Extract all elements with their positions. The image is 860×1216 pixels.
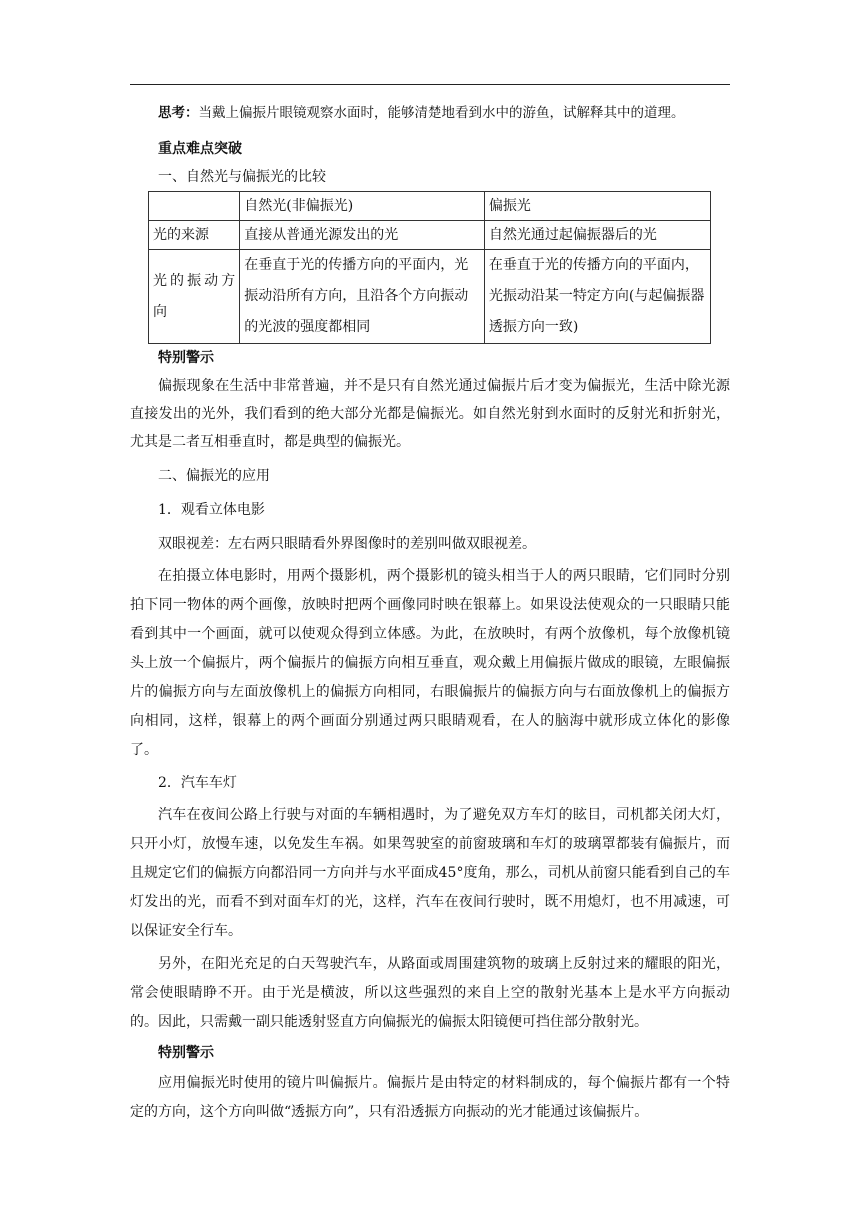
table-cell: 在垂直于光的传播方向的平面内，光振动沿所有方向，且沿各个方向振动的光波的强度都相同 bbox=[240, 250, 485, 344]
think-question bbox=[130, 99, 730, 127]
warning-title: 特别警示 bbox=[158, 1045, 214, 1061]
table-header-cell bbox=[149, 192, 240, 221]
table-header-cell: 偏振光 bbox=[484, 192, 710, 221]
sunglasses-paragraph: 另外，在阳光充足的白天驾驶汽车，从路面或周围建筑物的玻璃上反射过来的耀眼的阳光，常会使眼睛睁不开。由于光是横波，所以这些强烈的来自上空的散射光基本上是水平方向振动的。因此，只需戴一副只能透射竖直方向偏振光的偏振太阳镜便可挡住部分散射光。 bbox=[130, 956, 730, 1030]
comparison-table bbox=[148, 191, 711, 344]
table-header-row bbox=[149, 192, 711, 221]
subsection-natural-vs-polarized: 一、自然光与偏振光的比较 bbox=[158, 169, 326, 185]
think-text: 当戴上偏振片眼镜观察水面时，能够清楚地看到水中的游鱼，试解释其中的道理。 bbox=[198, 105, 685, 121]
subsection-applications: 二、偏振光的应用 bbox=[158, 468, 270, 484]
table-cell: 自然光通过起偏振器后的光 bbox=[484, 221, 710, 250]
3d-movie-paragraph: 在拍摄立体电影时，用两个摄影机，两个摄影机的镜头相当于人的两只眼睛，它们同时分别拍下同一物体的两个画像，放映时把两个画像同时映在银幕上。如果设法使观众的一只眼睛只能看到其中一个画面，就可以使观众得到立体感。为此，在放映时，有两个放像机，每个放像机镜头上放一个偏振片，两个偏振片的偏振方向相互垂直，观众戴上用偏振片做成的眼镜，左眼偏振片的偏振方向与左面放像机上的偏振方向相同，右眼偏振片的偏振方向与右面放像机上的偏振方向相同，这样，银幕上的两个画面分别通过两只眼睛观看，在人的脑海中就形成立体化的影像了。 bbox=[130, 568, 730, 758]
warning-text: 应用偏振光时使用的镜片叫偏振片。偏振片是由特定的材料制成的，每个偏振片都有一个特定的方向，这个方向叫做“透振方向”，只有沿透振方向振动的光才能通过该偏振片。 bbox=[130, 1075, 730, 1120]
header-rule bbox=[130, 84, 730, 85]
table-cell: 直接从普通光源发出的光 bbox=[240, 221, 485, 250]
car-lamp-paragraph: 汽车在夜间公路上行驶与对面的车辆相遇时，为了避免双方车灯的眩目，司机都关闭大灯，只开小灯，放慢车速，以免发生车祸。如果驾驶室的前窗玻璃和车灯的玻璃罩都装有偏振片，而且规定它们的偏振方向都沿同一方向并与水平面成45°度角，那么，司机从前窗只能看到自己的车灯发出的光，而看不到对面车灯的光，这样，汽车在夜间行驶时，既不用熄灯，也不用减速，可以保证安全行车。 bbox=[130, 807, 730, 939]
table-header-cell: 自然光(非偏振光) bbox=[240, 192, 485, 221]
table-row bbox=[149, 221, 711, 250]
table-row bbox=[149, 250, 711, 344]
document-body bbox=[130, 99, 730, 1127]
think-label: 思考： bbox=[158, 105, 199, 121]
item-car-lamp-title: 2．汽车车灯 bbox=[158, 775, 237, 791]
table-cell: 光的来源 bbox=[149, 221, 240, 250]
table-cell: 在垂直于光的传播方向的平面内，光振动沿某一特定方向(与起偏振器透振方向一致) bbox=[484, 250, 710, 344]
warning-title: 特别警示 bbox=[158, 350, 214, 366]
binocular-parallax-paragraph: 双眼视差：左右两只眼睛看外界图像时的差别叫做双眼视差。 bbox=[158, 536, 536, 552]
warning-text: 偏振现象在生活中非常普遍，并不是只有自然光通过偏振片后才变为偏振光，生活中除光源直接发出的光外，我们看到的绝大部分光都是偏振光。如自然光射到水面时的反射光和折射光，尤其是二者互相垂直时，都是典型的偏振光。 bbox=[130, 378, 730, 450]
item-3d-movie-title: 1．观看立体电影 bbox=[158, 502, 265, 518]
section-title: 重点难点突破 bbox=[158, 141, 242, 157]
table-cell: 光的振动方向 bbox=[149, 250, 240, 344]
